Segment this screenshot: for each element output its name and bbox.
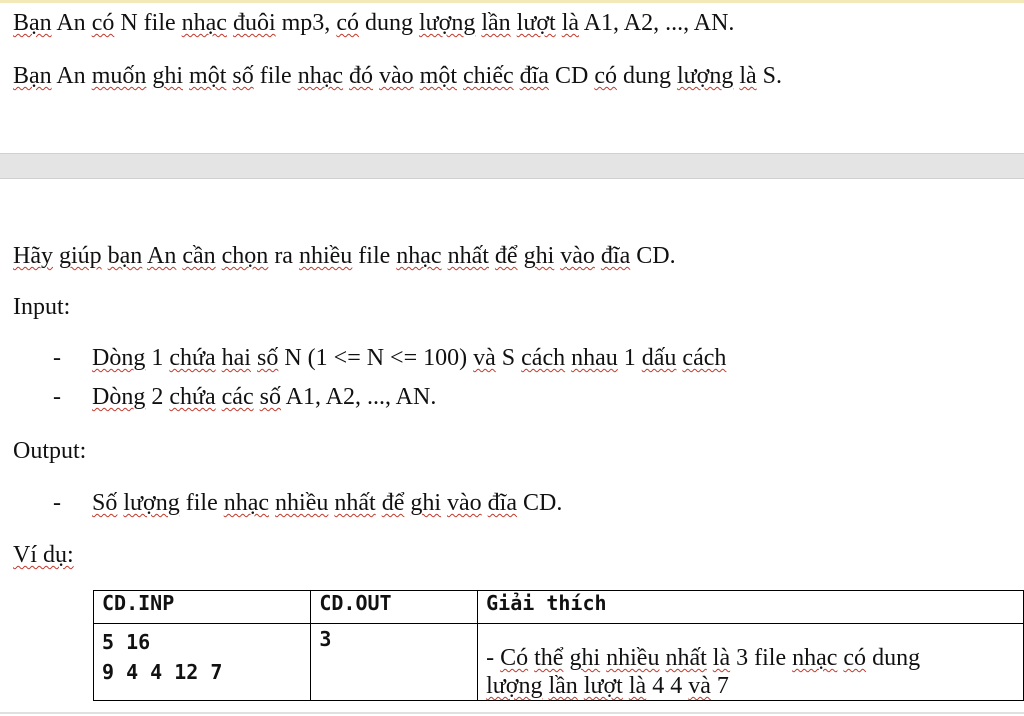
explanation-cell bbox=[478, 624, 1024, 701]
text-run: 1 bbox=[617, 345, 642, 371]
text-run: 3 file bbox=[730, 645, 793, 671]
problem-line-1 bbox=[13, 9, 734, 37]
spellcheck-word: có bbox=[594, 63, 617, 89]
text-run: An bbox=[51, 63, 92, 89]
spellcheck-word: dấu bbox=[641, 345, 677, 371]
spellcheck-word: chọn bbox=[221, 243, 269, 269]
text-run: S. bbox=[756, 63, 783, 89]
out-value: 3 bbox=[319, 627, 332, 651]
spellcheck-word: cách bbox=[521, 345, 566, 371]
spellcheck-word: một bbox=[419, 63, 458, 89]
example-table-row bbox=[94, 624, 1024, 701]
inp-line-1: 5 16 bbox=[102, 630, 151, 654]
spellcheck-word: nhạc bbox=[297, 63, 344, 89]
text-run: N file bbox=[114, 10, 182, 36]
spellcheck-word: nhất bbox=[447, 243, 489, 269]
bullet-dash: - bbox=[53, 490, 61, 516]
spellcheck-word: đuôi bbox=[232, 10, 276, 36]
spellcheck-word: lần bbox=[481, 10, 511, 36]
spellcheck-word: các bbox=[221, 384, 254, 410]
explain-line-1 bbox=[486, 644, 1015, 672]
text-run: dung bbox=[866, 645, 921, 671]
problem-line-2 bbox=[13, 62, 782, 90]
text-run: S bbox=[495, 345, 522, 371]
text-run: dung bbox=[358, 10, 419, 36]
spellcheck-word: có bbox=[336, 10, 359, 36]
spellcheck-word: Bạn bbox=[13, 63, 52, 89]
spellcheck-word: nhạc bbox=[396, 243, 442, 269]
spellcheck-word: muốn bbox=[91, 63, 147, 89]
spellcheck-word: thể bbox=[534, 645, 564, 671]
spellcheck-word: nhất bbox=[665, 645, 707, 671]
spellcheck-word: đĩa bbox=[519, 63, 549, 89]
spellcheck-word: để bbox=[494, 243, 518, 269]
example-table-header bbox=[94, 591, 1024, 624]
output-bullet-1-text bbox=[92, 489, 562, 517]
spellcheck-word: lượng bbox=[486, 673, 543, 699]
text-run: 2 bbox=[145, 384, 170, 410]
spellcheck-word: và bbox=[473, 345, 496, 371]
spellcheck-word: Dòng bbox=[92, 384, 146, 410]
top-border bbox=[0, 0, 1024, 3]
spellcheck-word: để bbox=[381, 490, 405, 516]
spellcheck-word: lượng bbox=[676, 63, 734, 89]
spellcheck-word: cách bbox=[682, 345, 727, 371]
problem-line-3 bbox=[13, 242, 676, 270]
spellcheck-word: lượng bbox=[418, 10, 476, 36]
text-run: 4 4 bbox=[646, 673, 689, 699]
spellcheck-word: giúp bbox=[58, 243, 102, 269]
text-run: N (1 <= N <= 100) bbox=[278, 345, 474, 371]
input-bullet-1 bbox=[0, 344, 1024, 372]
spellcheck-word: nhiều bbox=[298, 243, 353, 269]
spellcheck-word: số bbox=[256, 345, 279, 371]
spellcheck-word: nhạc bbox=[223, 490, 270, 516]
input-bullet-2-text bbox=[92, 383, 436, 411]
bullet-dash: - bbox=[53, 345, 61, 371]
spellcheck-word: ghi bbox=[152, 63, 184, 89]
spellcheck-word: chứa bbox=[169, 384, 216, 410]
spellcheck-word: nhau bbox=[571, 345, 618, 371]
spellcheck-word: lượng bbox=[123, 490, 180, 516]
spellcheck-word: Dòng bbox=[92, 345, 146, 371]
page-break-band bbox=[0, 153, 1024, 179]
text-run: file bbox=[352, 243, 397, 269]
inp-line-2: 9 4 4 12 7 bbox=[102, 660, 223, 684]
spellcheck-word: ghi bbox=[410, 490, 442, 516]
bottom-rule bbox=[0, 712, 1024, 714]
cd-out-cell bbox=[311, 624, 478, 701]
input-heading: Input: bbox=[13, 294, 71, 320]
spellcheck-word: vào bbox=[560, 243, 595, 269]
spellcheck-word: nhạc bbox=[181, 10, 227, 36]
text-run: An bbox=[51, 10, 92, 36]
text-run: - bbox=[486, 645, 501, 671]
text-run: A1, A2, ..., AN. bbox=[579, 10, 735, 36]
spellcheck-word: Hãy bbox=[13, 243, 53, 269]
spellcheck-word: Bạn bbox=[13, 10, 52, 36]
text-run: ra bbox=[268, 243, 299, 269]
spellcheck-word: bạn bbox=[107, 243, 143, 269]
text-run: 1 bbox=[145, 345, 170, 371]
spellcheck-word: có bbox=[91, 10, 115, 36]
output-heading: Output: bbox=[13, 438, 87, 464]
spellcheck-word: là bbox=[628, 673, 647, 699]
text-run: 7 bbox=[710, 673, 729, 699]
spellcheck-word: đĩa bbox=[487, 490, 517, 516]
spellcheck-word: An bbox=[147, 243, 177, 269]
text-run: file bbox=[253, 63, 298, 89]
header-cd-out: CD.OUT bbox=[311, 591, 478, 624]
spellcheck-word: lần bbox=[548, 673, 578, 699]
header-cd-inp: CD.INP bbox=[94, 591, 311, 624]
spellcheck-word: cần bbox=[182, 243, 216, 269]
text-run: dung bbox=[616, 63, 677, 89]
spellcheck-word: Số bbox=[92, 490, 118, 516]
spellcheck-word: một bbox=[189, 63, 227, 89]
spellcheck-word: ghi bbox=[569, 645, 601, 671]
explain-line-2 bbox=[486, 672, 1015, 700]
spellcheck-word: nhiều bbox=[606, 645, 660, 671]
spellcheck-word: nhạc bbox=[792, 645, 838, 671]
text-run: mp3, bbox=[275, 10, 337, 36]
text-run: CD. bbox=[630, 243, 676, 269]
spellcheck-word: chiếc bbox=[463, 63, 514, 89]
spellcheck-word: nhất bbox=[334, 490, 376, 516]
spellcheck-word: nhiều bbox=[275, 490, 329, 516]
spellcheck-word: hai bbox=[221, 345, 251, 371]
spellcheck-word: số bbox=[232, 63, 254, 89]
spellcheck-word: Có bbox=[500, 645, 529, 671]
spellcheck-word: đĩa bbox=[600, 243, 631, 269]
text-run: file bbox=[179, 490, 224, 516]
spellcheck-word: vào bbox=[379, 63, 414, 89]
spellcheck-word: là bbox=[712, 645, 731, 671]
spellcheck-word: có bbox=[843, 645, 867, 671]
example-heading: Ví dụ: bbox=[13, 542, 74, 568]
input-bullet-2 bbox=[0, 383, 1024, 411]
header-giai-thich: Giải thích bbox=[478, 591, 1024, 624]
spellcheck-word: là bbox=[739, 63, 757, 89]
example-table bbox=[93, 590, 1024, 701]
text-run: A1, A2, ..., AN. bbox=[280, 384, 437, 410]
spellcheck-word: ghi bbox=[523, 243, 555, 269]
spellcheck-word: vào bbox=[447, 490, 482, 516]
spellcheck-word: số bbox=[259, 384, 281, 410]
spellcheck-word: đó bbox=[349, 63, 374, 89]
spellcheck-word: và bbox=[688, 673, 711, 699]
cd-inp-cell bbox=[94, 624, 311, 701]
input-bullet-1-text bbox=[92, 344, 726, 372]
output-bullet-1 bbox=[0, 489, 1024, 517]
text-run: CD. bbox=[517, 490, 563, 516]
bullet-dash: - bbox=[53, 384, 61, 410]
spellcheck-word: lượt bbox=[516, 10, 556, 36]
spellcheck-word: chứa bbox=[169, 345, 216, 371]
spellcheck-word: lượt bbox=[583, 673, 623, 699]
text-run: CD bbox=[548, 63, 595, 89]
spellcheck-word: là bbox=[561, 10, 580, 36]
